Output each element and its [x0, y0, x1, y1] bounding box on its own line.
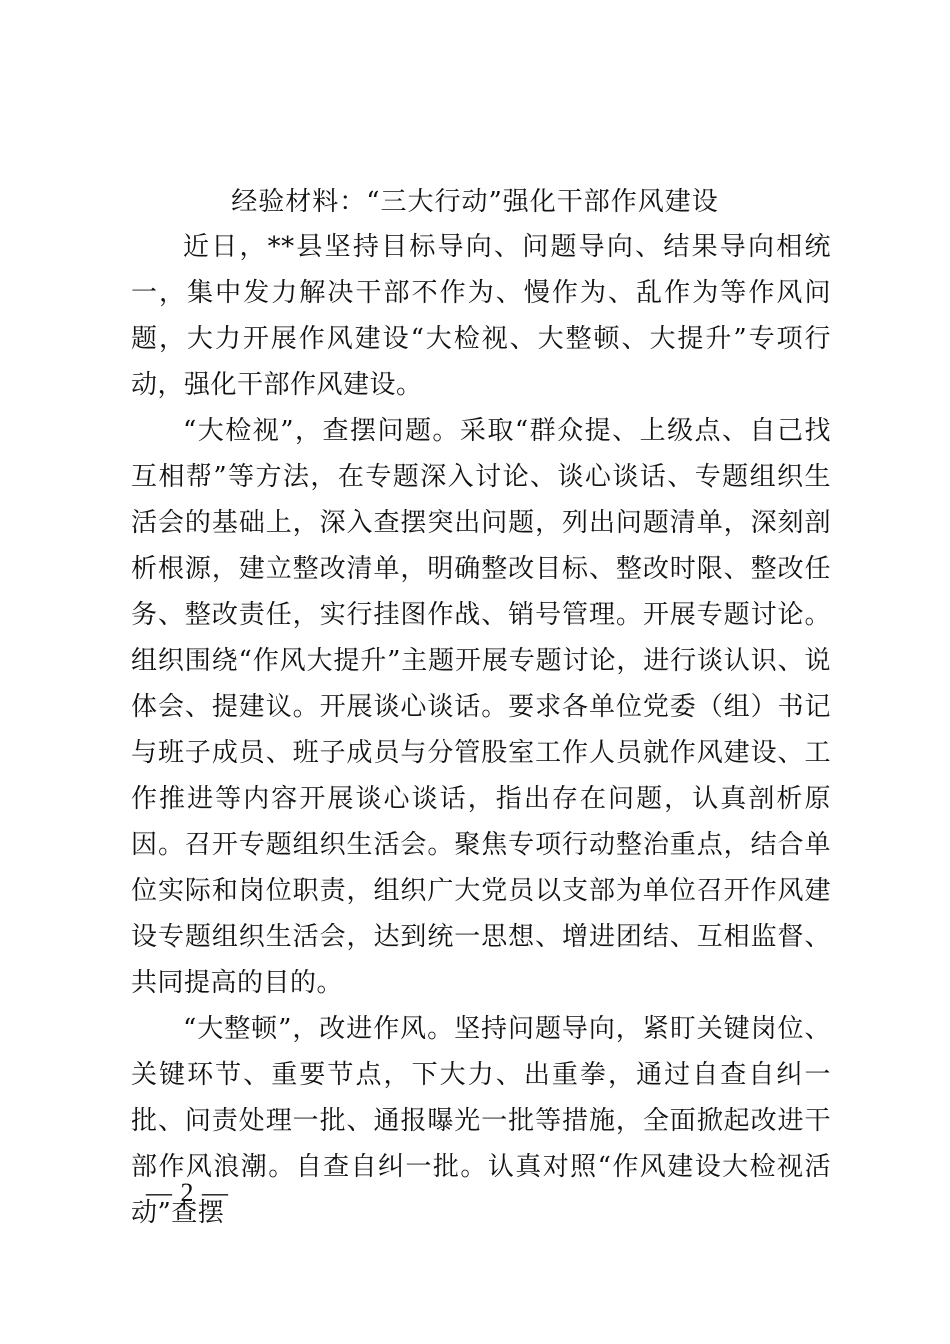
page-number: — 2 —	[146, 1178, 229, 1207]
paragraph-inspection: “大检视”，查摆问题。采取“群众提、上级点、自己找互相帮”等方法，在专题深入讨论、谈心谈话、专题组织生活会的基础上，深入查摆突出问题，列出问题清单，深刻剖析根源，建立整改清单，明确整改目标、整改时限、整改任务、整改责任，实行挂图作战、销号管理。开展专题讨论。组织围绕“作风大提升”主题开展专题讨论，进行谈认识、说体会、提建议。开展谈心谈话。要求各单位党委（组）书记与班子成员、班子成员与分管股室工作人员就作风建设、工作推进等内容开展谈心谈话，指出存在问题，认真剖析原因。召开专题组织生活会。聚焦专项行动整治重点，结合单位实际和岗位职责，组织广大党员以支部为单位召开作风建设专题组织生活会，达到统一思想、增进团结、互相监督、共同提高的目的。	[131, 416, 831, 998]
paragraph-rectification: “大整顿”，改进作风。坚持问题导向，紧盯关键岗位、关键环节、重要节点，下大力、出重拳，通过自查自纠一批、问责处理一批、通报曝光一批等措施，全面掀起改进干部作风浪潮。自查自纠一批。认真对照“作风建设大检视活动”查摆	[131, 1014, 831, 1228]
paragraph-intro: 近日，**县坚持目标导向、问题导向、结果导向相统一，集中发力解决干部不作为、慢作为、乱作为等作风问题，大力开展作风建设“大检视、大整顿、大提升”专项行动，强化干部作风建设。	[131, 232, 831, 400]
document-title: 经验材料：“三大行动”强化干部作风建设	[231, 187, 719, 217]
document-body	[131, 224, 831, 1236]
